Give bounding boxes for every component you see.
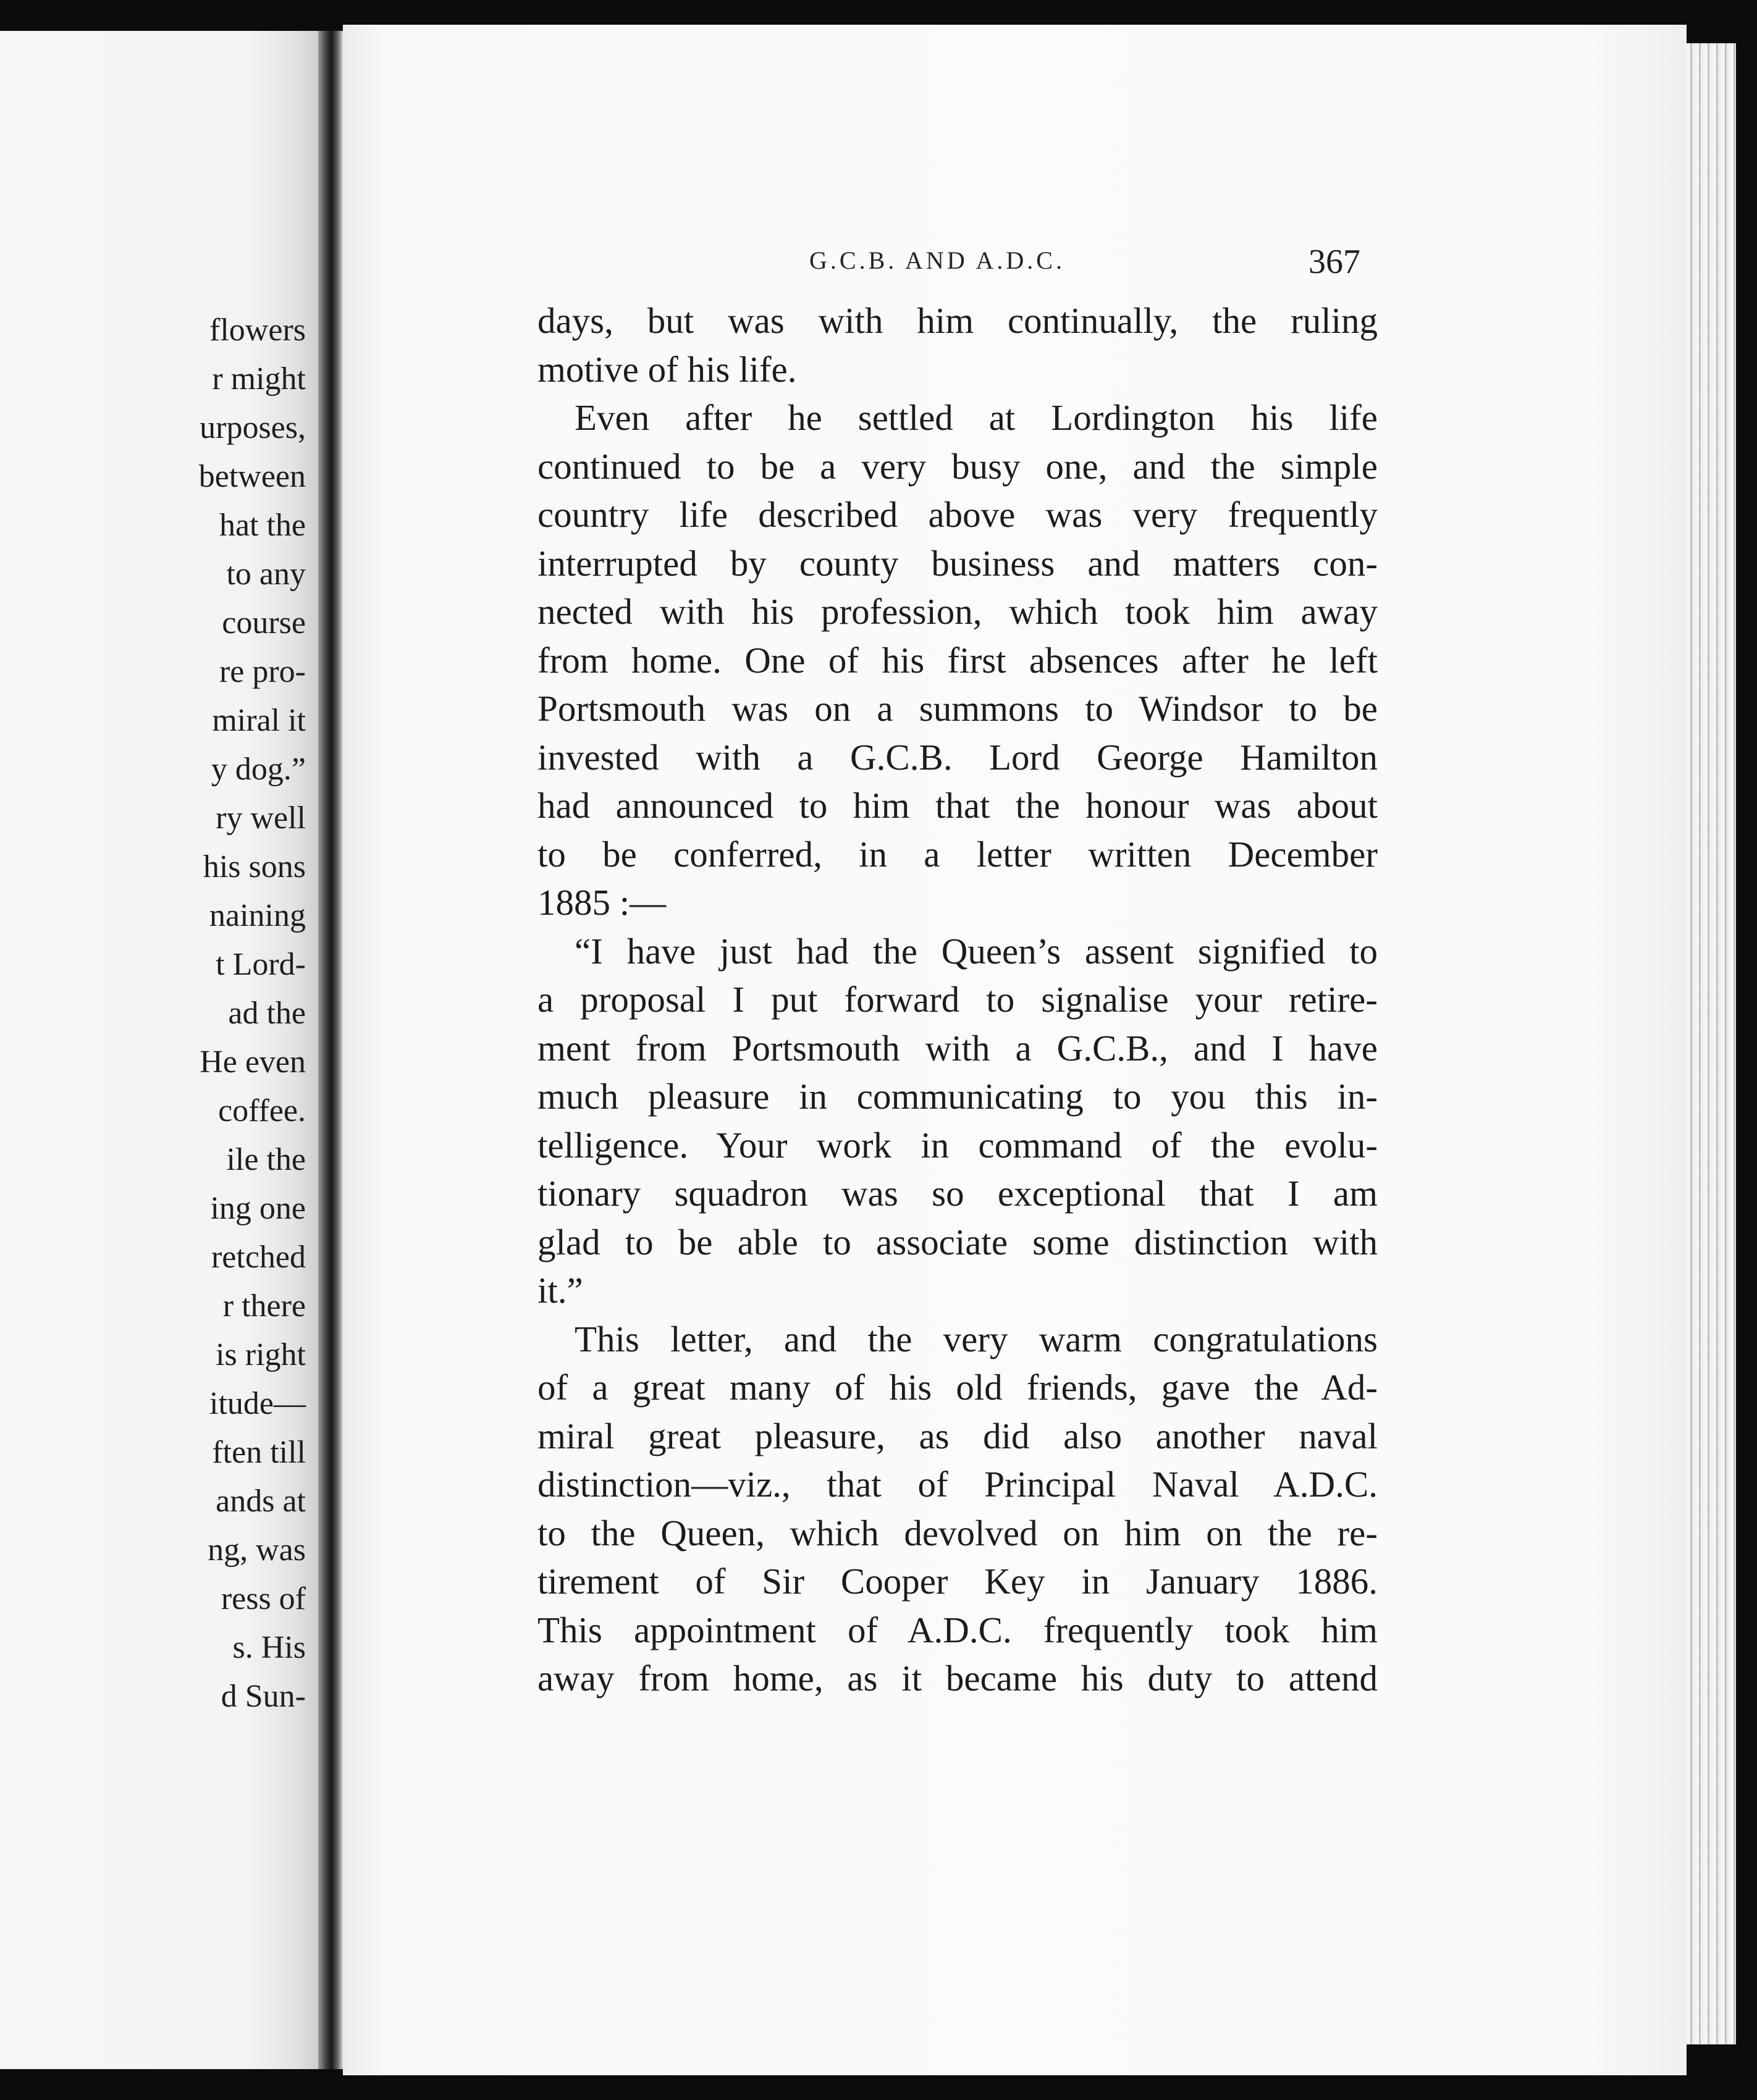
text-line: distinction—viz., that of Principal Naval A.D.C. (537, 1464, 1378, 1505)
previous-page-line: course (222, 605, 306, 640)
text-line: from home. One of his first absences after he left (537, 639, 1378, 681)
body-text (537, 296, 1378, 1703)
previous-page-line: ad the (228, 996, 306, 1031)
previous-page-line: hat the (219, 508, 306, 543)
previous-page-line: s. His (232, 1630, 306, 1665)
text-line: days, but was with him continually, the ruling (537, 300, 1378, 341)
text-line: Even after he settled at Lordington his life (575, 397, 1378, 438)
previous-page-line: naining (209, 898, 306, 933)
previous-page-line: is right (216, 1337, 306, 1372)
previous-page-line: r might (212, 361, 306, 397)
page-number: 367 (1308, 243, 1360, 281)
previous-page-line: y dog.” (211, 752, 306, 787)
text-line: much pleasure in communicating to you this in- (537, 1076, 1378, 1117)
previous-page-line: ry well (216, 800, 306, 836)
text-line: This letter, and the very warm congratulations (575, 1318, 1378, 1359)
text-line: miral great pleasure, as did also another naval (537, 1415, 1378, 1456)
text-line: This appointment of A.D.C. frequently took him (537, 1609, 1378, 1650)
text-line: tionary squadron was so exceptional that I am (537, 1173, 1378, 1214)
text-line: country life described above was very frequently (537, 494, 1378, 535)
previous-page-line: d Sun- (221, 1679, 306, 1714)
previous-page-line: ng, was (208, 1532, 306, 1568)
text-line: motive of his life. (537, 348, 797, 390)
previous-page-line: t Lord- (216, 947, 306, 982)
previous-page (0, 31, 318, 2069)
text-line: 1885 :— (537, 882, 667, 923)
text-line: “I have just had the Queen’s assent signified to (575, 930, 1378, 972)
running-head: G.C.B. AND A.D.C. (809, 246, 1065, 274)
previous-page-line: r there (222, 1288, 306, 1324)
text-line: a proposal I put forward to signalise your retire- (537, 979, 1378, 1020)
previous-page-line: coffee. (218, 1093, 306, 1128)
text-line: to be conferred, in a letter written December (537, 833, 1378, 875)
previous-page-line: urposes, (200, 410, 306, 445)
text-line: nected with his profession, which took him away (537, 591, 1378, 632)
text-line: continued to be a very busy one, and the simple (537, 445, 1378, 487)
previous-page-line: his sons (203, 849, 306, 884)
text-line: to the Queen, which devolved on him on the re- (537, 1512, 1378, 1553)
text-line: telligence. Your work in command of the evolu- (537, 1124, 1378, 1166)
previous-page-line: ands at (216, 1484, 306, 1519)
previous-page-line: between (198, 459, 306, 494)
previous-page-text (0, 306, 306, 1721)
page-edge-stack (1687, 43, 1736, 2044)
previous-page-line: miral it (212, 703, 306, 738)
text-line: it.” (537, 1270, 583, 1311)
book-gutter (318, 31, 343, 2069)
previous-page-line: itude— (209, 1386, 306, 1421)
previous-page-line: He even (200, 1044, 306, 1080)
previous-page-line: ing one (210, 1191, 306, 1226)
text-line: tirement of Sir Cooper Key in January 1886. (537, 1561, 1378, 1602)
previous-page-line: re pro- (219, 654, 306, 689)
text-line: glad to be able to associate some distinction with (537, 1221, 1378, 1262)
previous-page-line: flowers (209, 313, 306, 348)
text-line: of a great many of his old friends, gave the Ad- (537, 1367, 1378, 1408)
text-line: had announced to him that the honour was about (537, 785, 1378, 826)
previous-page-line: ile the (226, 1142, 306, 1177)
text-line: interrupted by county business and matters con- (537, 542, 1378, 584)
text-line: invested with a G.C.B. Lord George Hamilton (537, 736, 1378, 778)
previous-page-line: ften till (212, 1435, 306, 1470)
text-line: Portsmouth was on a summons to Windsor to be (537, 688, 1378, 729)
previous-page-line: to any (226, 556, 306, 592)
previous-page-line: retched (211, 1240, 306, 1275)
text-line: away from home, as it became his duty to attend (537, 1658, 1378, 1699)
text-line: ment from Portsmouth with a G.C.B., and I have (537, 1027, 1378, 1069)
previous-page-line: ress of (221, 1581, 306, 1616)
